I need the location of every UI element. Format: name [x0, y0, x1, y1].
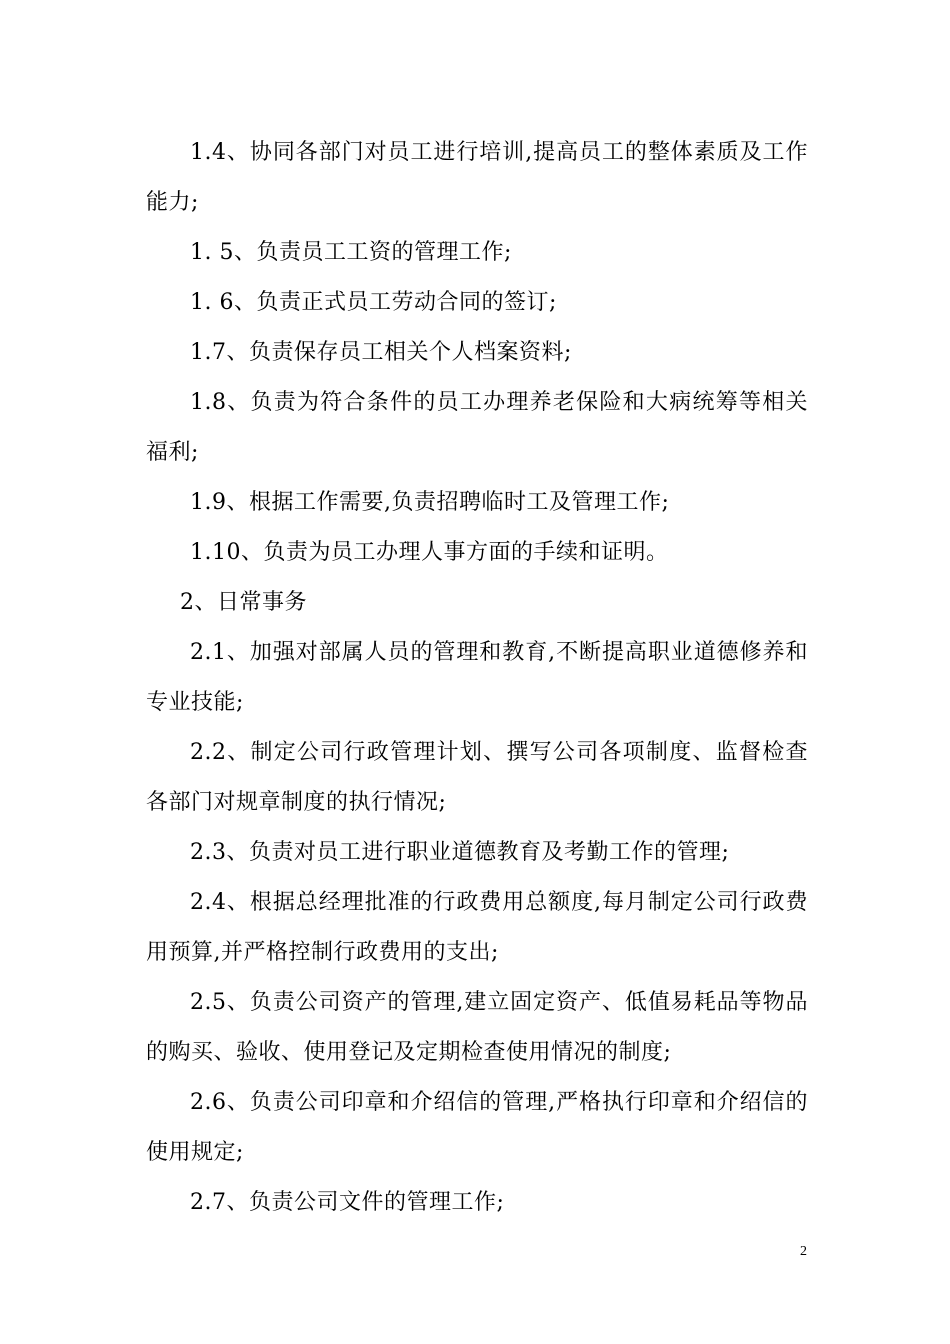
paragraph-1-4: 1.4、协同各部门对员工进行培训,提高员工的整体素质及工作能力; [146, 140, 808, 215]
document-body [146, 128, 808, 1228]
paragraph-2-5: 2.5、负责公司资产的管理,建立固定资产、低值易耗品等物品的购买、验收、使用登记及定期检查使用情况的制度; [146, 990, 808, 1065]
paragraph-1-5: 1. 5、负责员工工资的管理工作; [190, 240, 512, 265]
paragraph-2-6: 2.6、负责公司印章和介绍信的管理,严格执行印章和介绍信的使用规定; [146, 1090, 808, 1165]
paragraph-1-10: 1.10、负责为员工办理人事方面的手续和证明。 [190, 540, 669, 565]
paragraph-1-7: 1.7、负责保存员工相关个人档案资料; [190, 340, 572, 365]
paragraph-1-6: 1. 6、负责正式员工劳动合同的签订; [190, 290, 557, 315]
paragraph-2-1: 2.1、加强对部属人员的管理和教育,不断提高职业道德修养和专业技能; [146, 640, 808, 715]
paragraph-2-3: 2.3、负责对员工进行职业道德教育及考勤工作的管理; [190, 840, 730, 865]
page-number: 2 [800, 1244, 807, 1259]
paragraph-2-2: 2.2、制定公司行政管理计划、撰写公司各项制度、监督检查各部门对规章制度的执行情况; [146, 740, 808, 815]
paragraph-2-4: 2.4、根据总经理批准的行政费用总额度,每月制定公司行政费用预算,并严格控制行政费用的支出; [146, 890, 808, 965]
section-heading-2: 2、日常事务 [180, 590, 307, 615]
paragraph-1-8: 1.8、负责为符合条件的员工办理养老保险和大病统筹等相关福利; [146, 390, 808, 465]
paragraph-1-9: 1.9、根据工作需要,负责招聘临时工及管理工作; [190, 490, 670, 515]
paragraph-2-7: 2.7、负责公司文件的管理工作; [190, 1190, 505, 1215]
